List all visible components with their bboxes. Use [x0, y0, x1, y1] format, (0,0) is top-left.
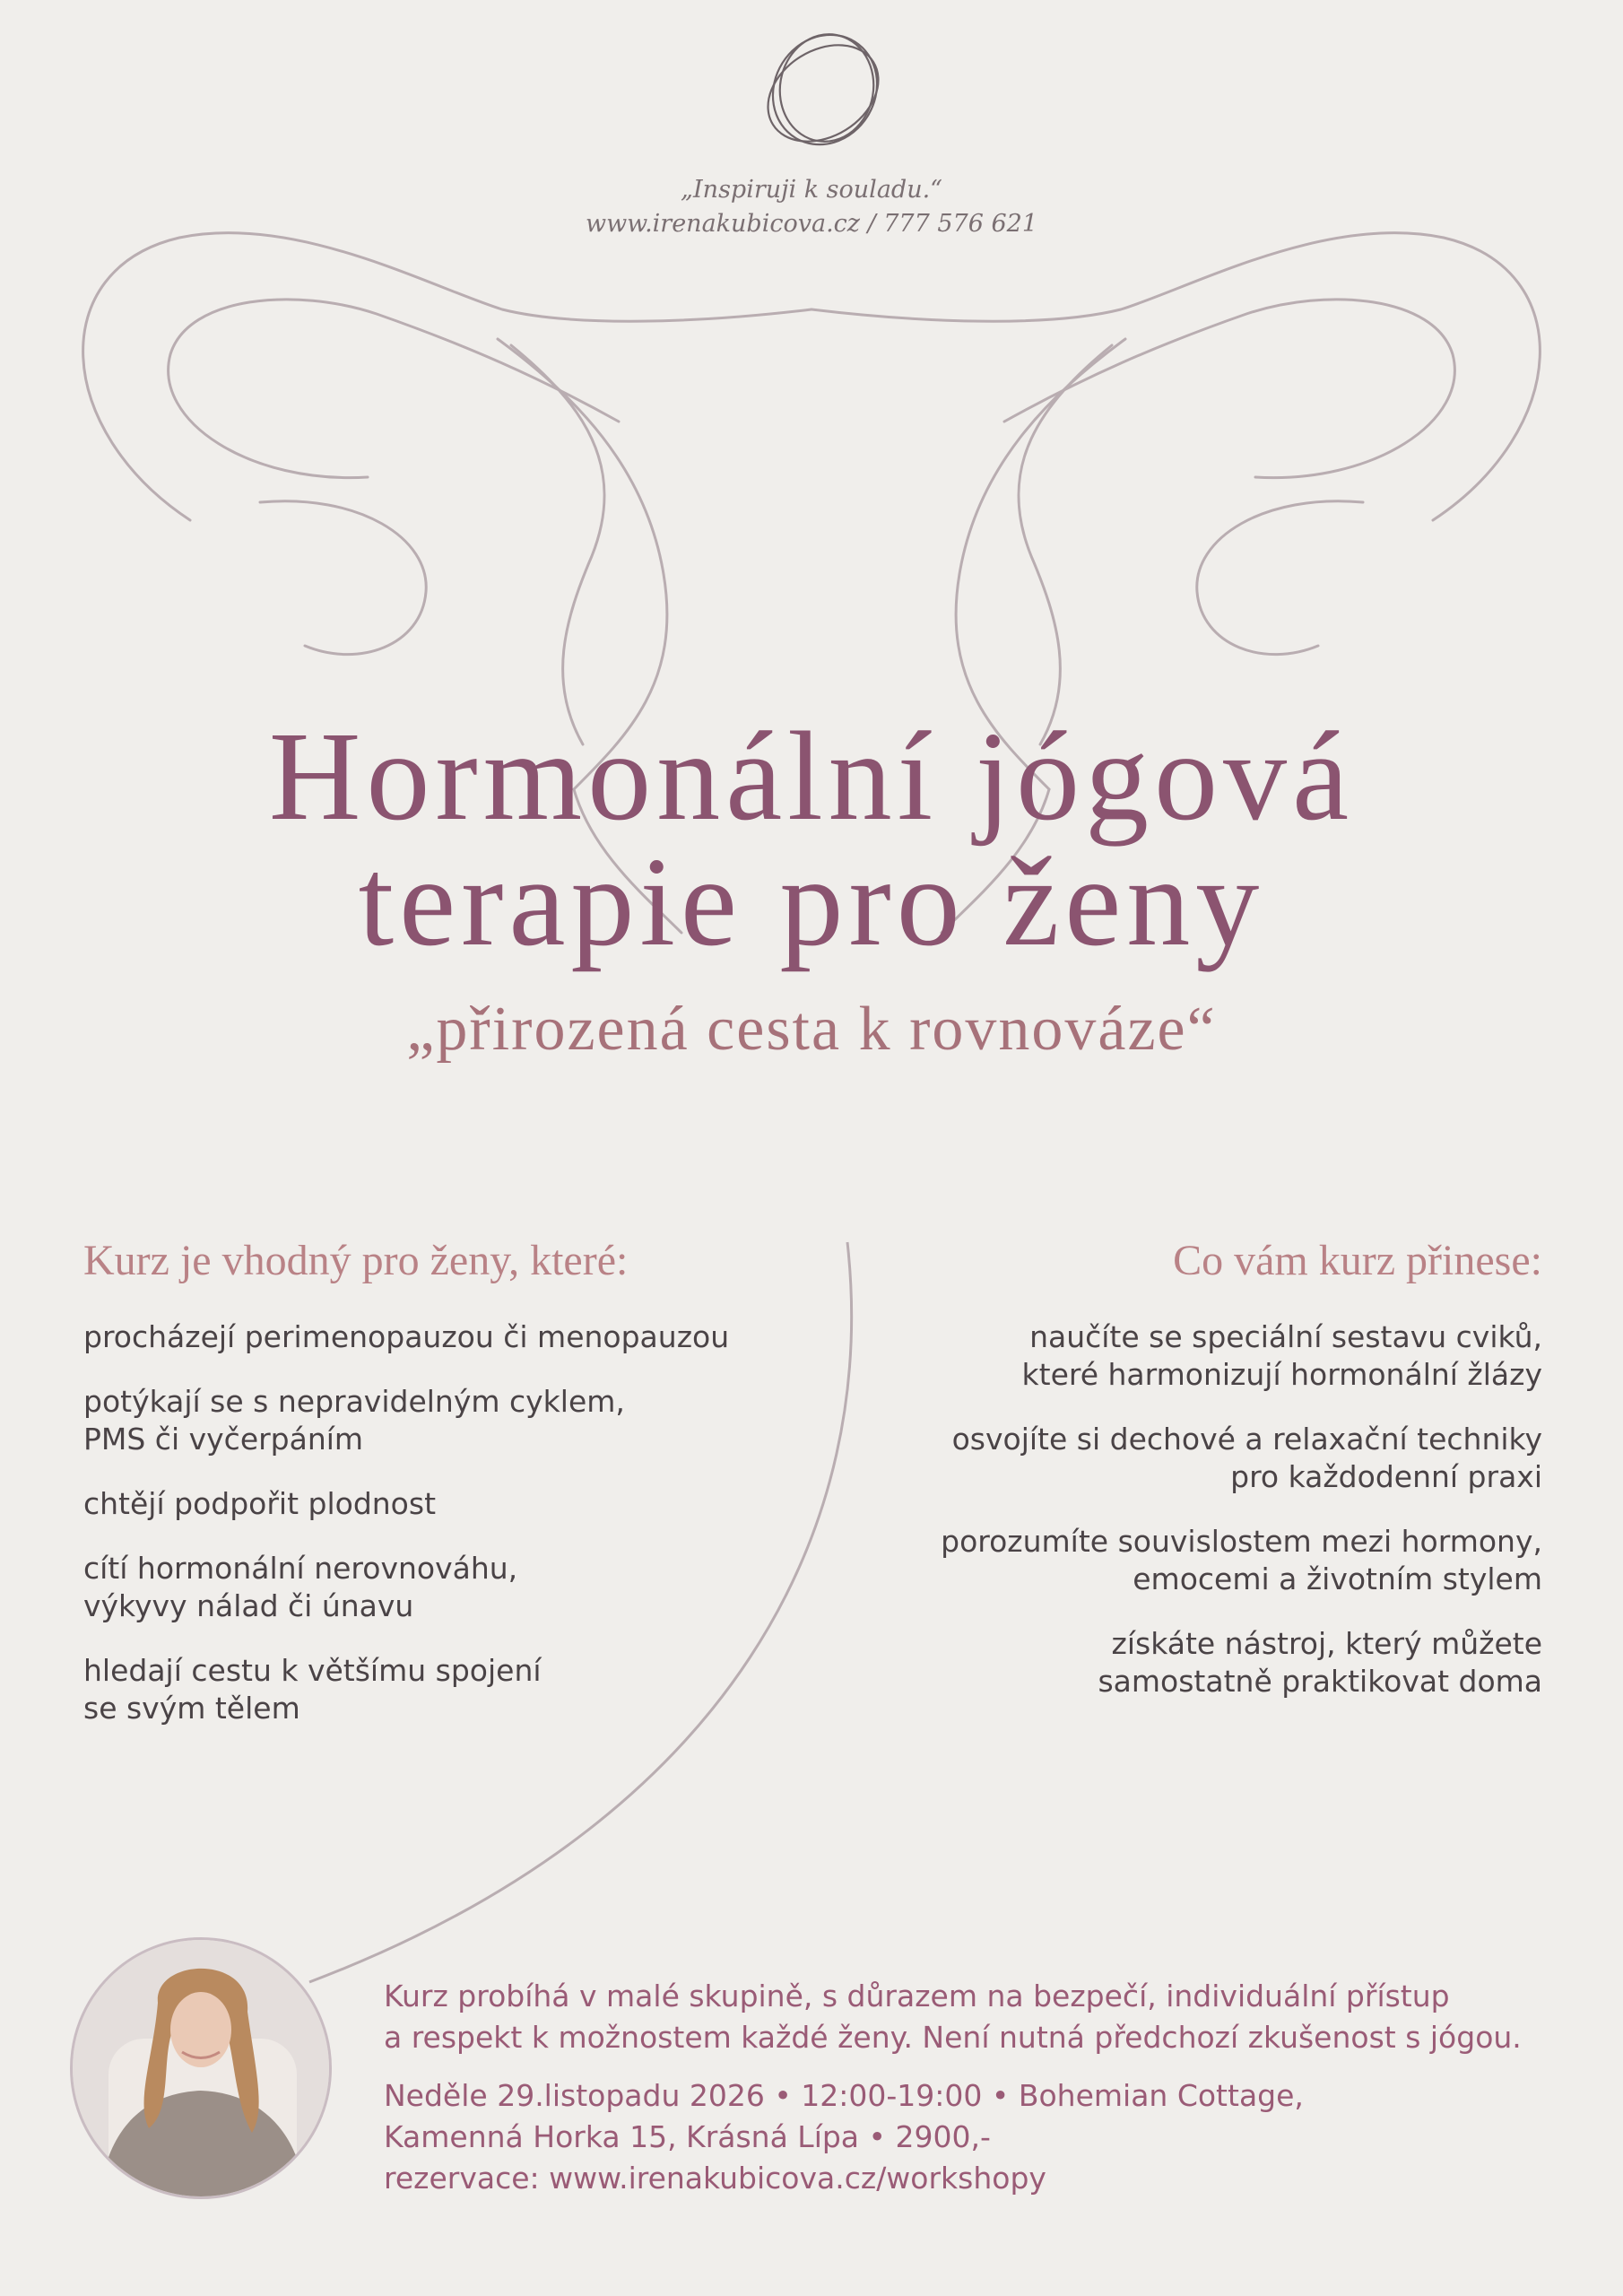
tagline: „Inspiruji k souladu.“: [681, 176, 942, 204]
title-line-2: terapie pro ženy: [358, 831, 1265, 972]
list-item: hledají cestu k většímu spojení se svým tělem: [83, 1653, 542, 1726]
event-details: Neděle 29.listopadu 2026 • 12:00-19:00 • Bohemian Cottage, Kamenná Horka 15, Krásná Lípa • 2900,- rezervace: www.irenakubicova.cz/workshopy: [384, 2075, 1576, 2199]
course-info: Kurz probíhá v malé skupině, s důrazem na bezpečí, individuální přístup a respekt k možnostem každé ženy. Není nutná předchozí zkušenost s jógou.: [384, 1979, 1522, 2055]
instructor-portrait-photo: [70, 1937, 332, 2199]
contact-info: www.irenakubicova.cz / 777 576 621: [585, 210, 1038, 238]
title-line-1: Hormonální jógová: [268, 705, 1355, 847]
page-title: [0, 705, 1623, 972]
benefits-list: [861, 1318, 1542, 1727]
list-item: osvojíte si dechové a relaxační techniky pro každodenní praxi: [951, 1422, 1542, 1494]
list-item: porozumíte souvislostem mezi hormony, emocemi a životním stylem: [941, 1524, 1542, 1596]
list-item: procházejí perimenopauzou či menopauzou: [83, 1319, 730, 1354]
reservation-link[interactable]: rezervace: www.irenakubicova.cz/workshopy: [384, 2161, 1046, 2196]
list-item: naučíte se speciální sestavu cviků, které harmonizují hormonální žlázy: [1021, 1319, 1542, 1392]
list-item: chtějí podpořit plodnost: [83, 1486, 437, 1521]
suitability-list: [83, 1318, 765, 1754]
left-column-heading: Kurz je vhodný pro ženy, které:: [83, 1237, 629, 1284]
ellipse-logo-icon: [751, 15, 898, 164]
list-item: cítí hormonální nerovnováhu, výkyvy nálad či únavu: [83, 1551, 518, 1623]
list-item: potýkají se s nepravidelným cyklem, PMS či vyčerpáním: [83, 1384, 625, 1457]
right-column-heading: Co vám kurz přinese:: [1173, 1237, 1542, 1284]
list-item: získáte nástroj, který můžete samostatně praktikovat doma: [1098, 1626, 1542, 1699]
subtitle: „přirozená cesta k rovnováze“: [406, 995, 1217, 1064]
